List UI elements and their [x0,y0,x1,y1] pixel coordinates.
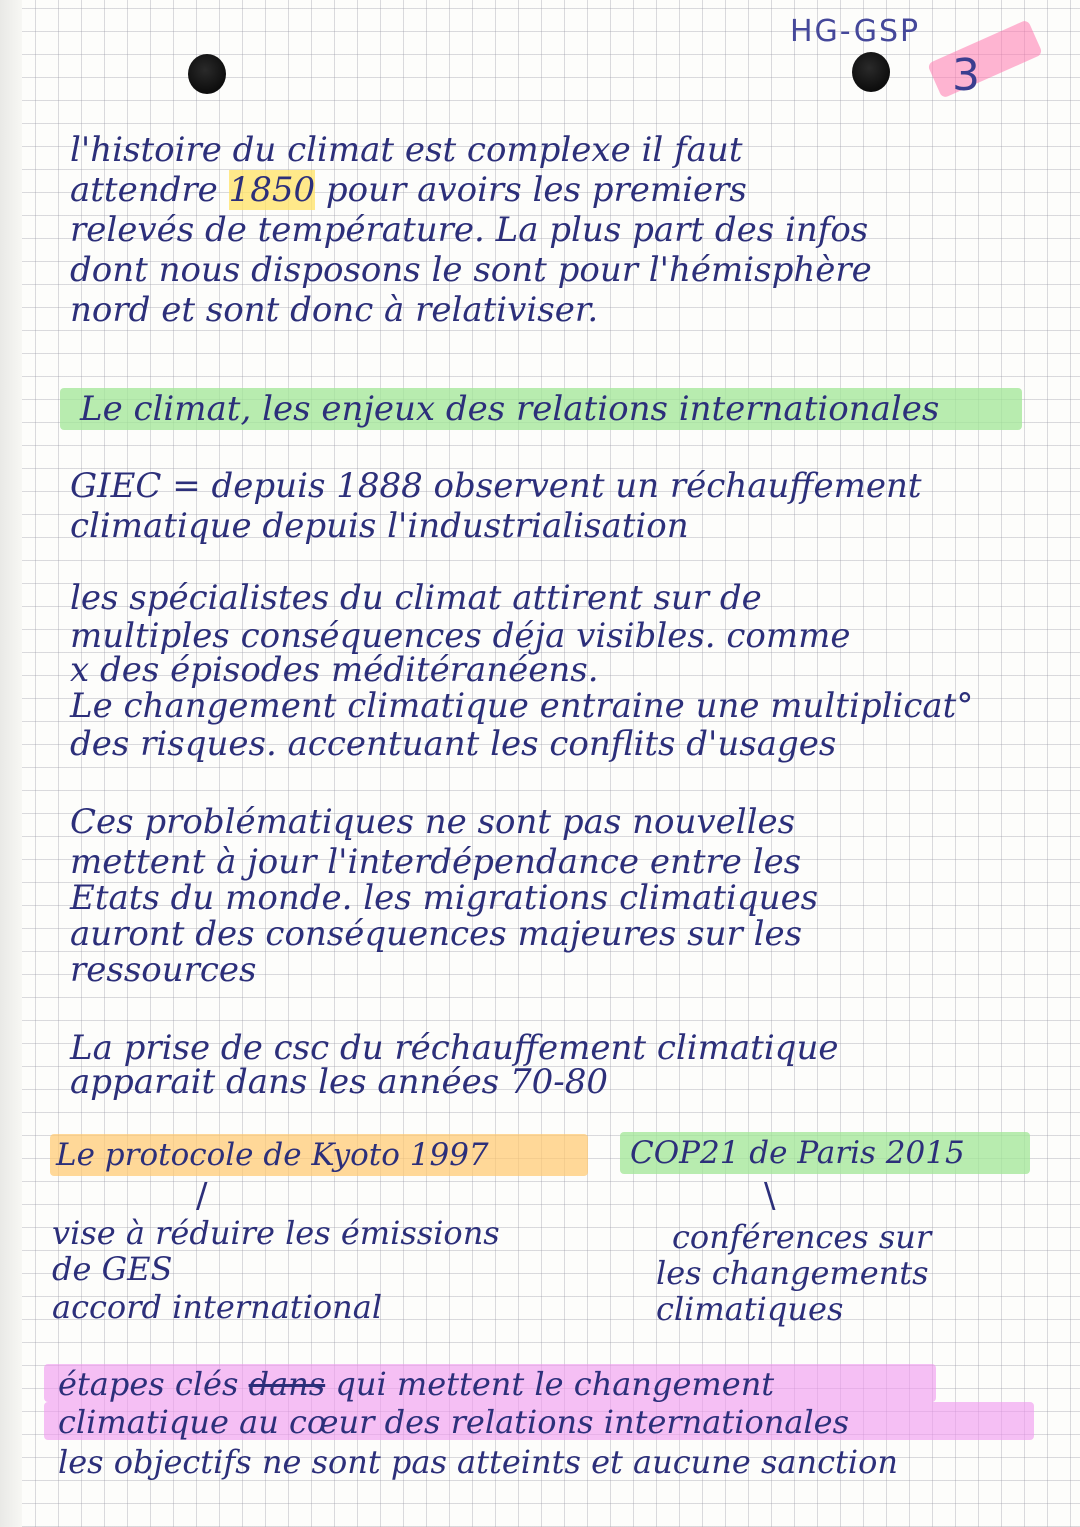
punch-hole-right [852,52,890,92]
subject-code: HG-GSP [790,14,921,49]
page-number: 3 [952,50,980,101]
intro-line-1: l'histoire du climat est complexe il faut [70,130,743,170]
conclusion-line-3: les objectifs ne sont pas atteints et aucune sanction [58,1443,898,1481]
conclusion-line-2: climatique au cœur des relations internationales [58,1403,849,1441]
cop21-detail-3: climatiques [656,1290,844,1328]
paragraph-line: multiples conséquences déja visibles. comme [70,616,851,656]
paragraph-line: x des épisodes méditéranéens. [70,650,599,690]
crossed-word: dans [248,1365,326,1403]
paragraph-line: La prise de csc du réchauffement climatique [70,1028,839,1068]
intro-line-3: relevés de température. La plus part des infos [70,210,869,250]
paragraph-line: des risques. accentuant les conflits d'usages [70,724,837,764]
paragraph-line: Etats du monde. les migrations climatiques [70,878,819,918]
paragraph-line: mettent à jour l'interdépendance entre les [70,842,802,882]
kyoto-connector: / [196,1176,208,1216]
conclusion-line-1 [58,1364,774,1404]
paragraph-line: Ces problématiques ne sont pas nouvelles [70,802,796,842]
kyoto-detail-1: vise à réduire les émissions [52,1214,500,1252]
giec-line-1: GIEC = depuis 1888 observent un réchauffement [70,466,922,506]
conclusion-text: étapes clés [58,1365,239,1403]
intro-text: pour avoirs les premiers [325,170,747,210]
paragraph-line: apparait dans les années 70-80 [70,1062,608,1102]
page-margin [0,0,22,1527]
kyoto-title: Le protocole de Kyoto 1997 [56,1137,489,1173]
conclusion-text: qui mettent le changement [335,1365,775,1403]
page-number-highlight [927,19,1043,98]
paragraph-line: Le changement climatique entraine une multiplicat° [70,686,974,726]
kyoto-detail-3: accord international [52,1288,383,1326]
paragraph-line: ressources [70,950,257,990]
paragraph-line: les spécialistes du climat attirent sur de [70,578,762,618]
kyoto-detail-2: de GES [52,1250,173,1288]
cop21-connector: \ [764,1176,776,1216]
section-heading: Le climat, les enjeux des relations internationales [80,389,940,429]
intro-text: attendre [70,170,218,210]
intro-line-5: nord et sont donc à relativiser. [70,290,599,330]
intro-line-4: dont nous disposons le sont pour l'hémisphère [70,250,872,290]
giec-line-2: climatique depuis l'industrialisation [70,506,689,546]
cop21-detail-1: conférences sur [672,1218,932,1256]
intro-line-2 [70,170,747,210]
punch-hole-left [188,54,226,94]
cop21-detail-2: les changements [656,1254,929,1292]
paragraph-line: auront des conséquences majeures sur les [70,914,803,954]
year-highlight: 1850 [228,170,316,210]
cop21-title: COP21 de Paris 2015 [630,1135,965,1171]
